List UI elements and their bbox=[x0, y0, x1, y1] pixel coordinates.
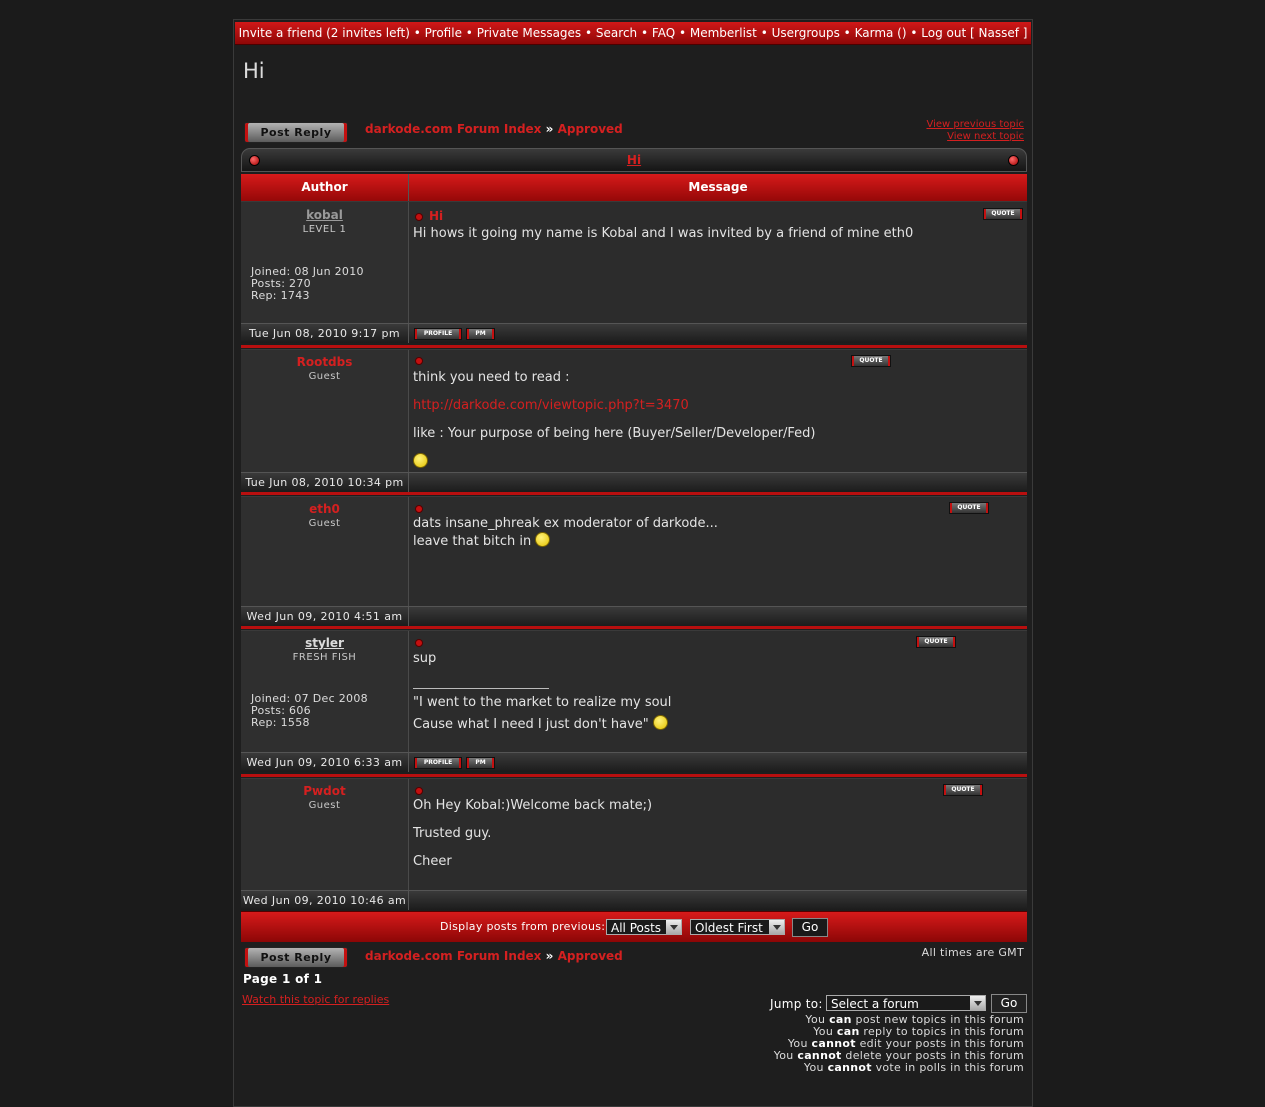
nav-private-messages-link[interactable]: Private Messages bbox=[476, 26, 582, 40]
chevron-down-icon bbox=[769, 920, 784, 934]
post-row bbox=[241, 630, 1027, 752]
post-author-cell bbox=[241, 202, 409, 323]
posts-range-select[interactable]: All Posts bbox=[606, 919, 682, 935]
post-footer bbox=[241, 606, 1027, 626]
quote-button[interactable]: QUOTE bbox=[943, 784, 983, 796]
permissions-list bbox=[774, 1014, 1024, 1074]
next-topic-link[interactable]: View next topic bbox=[947, 131, 1024, 142]
post-row bbox=[241, 349, 1027, 472]
post-author-name[interactable]: kobal bbox=[306, 208, 343, 222]
post-icon bbox=[415, 213, 423, 221]
breadcrumb: darkode.com Forum Index » Approved bbox=[365, 122, 623, 136]
post-body: Hi hows it going my name is Kobal and I was invited by a friend of mine eth0 bbox=[413, 226, 914, 241]
quote-button[interactable]: QUOTE bbox=[949, 502, 989, 514]
breadcrumb-forum-index[interactable]: darkode.com Forum Index bbox=[365, 122, 542, 136]
post-author-cell bbox=[241, 497, 409, 606]
jump-go-button[interactable]: Go bbox=[991, 994, 1027, 1013]
post-message-cell bbox=[409, 497, 1027, 606]
post-row bbox=[241, 778, 1027, 890]
message-column-header: Message bbox=[688, 180, 748, 194]
post-author-name: Rootdbs bbox=[296, 355, 353, 369]
post-footer bbox=[241, 752, 1027, 772]
timezone-note: All times are GMT bbox=[921, 946, 1024, 959]
laughing-smiley-icon bbox=[535, 532, 550, 547]
post-footer bbox=[241, 472, 1027, 492]
post-separator bbox=[241, 492, 1027, 495]
post-date: Tue Jun 08, 2010 9:17 pm bbox=[249, 327, 400, 340]
permission-line: You can reply to topics in this forum bbox=[813, 1025, 1024, 1038]
post-date: Tue Jun 08, 2010 10:34 pm bbox=[245, 476, 404, 489]
permission-line: You cannot delete your posts in this forum bbox=[773, 1049, 1024, 1062]
pagination: Page 1 of 1 bbox=[243, 972, 323, 986]
post-author-cell bbox=[241, 350, 409, 472]
post-reply-button[interactable]: Post Reply bbox=[244, 947, 348, 968]
profile-button[interactable]: PROFILE bbox=[414, 328, 462, 340]
bar-dot-right-icon bbox=[1008, 155, 1019, 166]
post-author-rank: Guest bbox=[308, 800, 341, 811]
permission-line: You cannot vote in polls in this forum bbox=[803, 1061, 1024, 1074]
post-author-rank: Guest bbox=[308, 518, 341, 529]
top-navigation: Invite a friend (2 invites left) • Profile • Private Messages • Search • FAQ • Memberlist • Usergroups • Karma () • Log out [ Nassef ] bbox=[235, 22, 1031, 45]
permission-line: You can post new topics in this forum bbox=[805, 1013, 1024, 1026]
nav-karma-link[interactable]: Karma () bbox=[854, 26, 907, 40]
post-link[interactable]: http://darkode.com/viewtopic.php?t=3470 bbox=[413, 398, 689, 413]
nav-search-link[interactable]: Search bbox=[595, 26, 638, 40]
post-author-name[interactable]: styler bbox=[305, 636, 344, 650]
topic-title-link[interactable]: Hi bbox=[626, 153, 642, 167]
post-author-name: eth0 bbox=[309, 502, 340, 516]
post-author-cell bbox=[241, 631, 409, 752]
post-separator bbox=[241, 345, 1027, 348]
chevron-down-icon bbox=[970, 996, 985, 1010]
post-date: Wed Jun 09, 2010 6:33 am bbox=[246, 756, 403, 769]
breadcrumb-forum-index[interactable]: darkode.com Forum Index bbox=[365, 949, 542, 963]
breadcrumb-forum[interactable]: Approved bbox=[557, 949, 623, 963]
nav-memberlist-link[interactable]: Memberlist bbox=[689, 26, 757, 40]
table-header bbox=[241, 174, 1027, 202]
sort-label: Display posts from previous: bbox=[440, 920, 606, 933]
smiley-icon bbox=[653, 715, 668, 730]
post-subject: Hi bbox=[429, 209, 444, 223]
post-date: Wed Jun 09, 2010 4:51 am bbox=[246, 610, 403, 623]
post-icon bbox=[415, 505, 423, 513]
post-separator bbox=[241, 774, 1027, 777]
post-body: think you need to read : http://darkode.com/viewtopic.php?t=3470 like : Your purpose of being here (Buyer/Seller/Developer/Fed) bbox=[413, 369, 816, 471]
post-body: sup bbox=[413, 651, 437, 666]
topic-bar bbox=[241, 148, 1027, 172]
post-message-cell bbox=[409, 631, 1027, 752]
quote-button[interactable]: QUOTE bbox=[983, 208, 1023, 220]
post-author-rank: LEVEL 1 bbox=[302, 224, 347, 235]
post-author-rank: FRESH FISH bbox=[292, 652, 357, 663]
sort-bar bbox=[241, 911, 1027, 942]
chevron-down-icon bbox=[666, 920, 681, 934]
post-row bbox=[241, 201, 1027, 323]
jump-label: Jump to: bbox=[770, 997, 823, 1011]
breadcrumb-forum[interactable]: Approved bbox=[557, 122, 623, 136]
post-message-cell bbox=[409, 779, 1027, 890]
smiley-icon bbox=[413, 453, 428, 468]
pm-button[interactable]: PM bbox=[466, 757, 495, 769]
sort-go-button[interactable]: Go bbox=[792, 918, 828, 937]
nav-invite-link[interactable]: Invite a friend (2 invites left) bbox=[238, 26, 410, 40]
post-message-cell bbox=[409, 350, 1027, 472]
previous-topic-link[interactable]: View previous topic bbox=[926, 119, 1024, 130]
post-icon bbox=[415, 639, 423, 647]
post-body: Oh Hey Kobal:)Welcome back mate;) Trusted guy. Cheer bbox=[413, 798, 653, 869]
pm-button[interactable]: PM bbox=[466, 328, 495, 340]
author-column-header: Author bbox=[301, 180, 348, 194]
post-body: dats insane_phreak ex moderator of darkode... leave that bitch in bbox=[413, 516, 718, 549]
post-author-stats: Joined: 07 Dec 2008 Posts: 606 Rep: 1558 bbox=[251, 692, 368, 729]
post-author-stats: Joined: 08 Jun 2010 Posts: 270 Rep: 1743 bbox=[251, 265, 364, 302]
breadcrumb: darkode.com Forum Index » Approved bbox=[365, 949, 623, 963]
post-author-rank: Guest bbox=[308, 371, 341, 382]
post-signature: "I went to the market to realize my soul Cause what I need I just don't have" bbox=[413, 695, 672, 732]
nav-profile-link[interactable]: Profile bbox=[424, 26, 462, 40]
topic-nav bbox=[926, 119, 1024, 143]
bar-dot-left-icon bbox=[249, 155, 260, 166]
post-message-cell bbox=[409, 202, 1027, 323]
post-reply-button[interactable]: Post Reply bbox=[244, 122, 348, 143]
nav-faq-link[interactable]: FAQ bbox=[651, 26, 676, 40]
profile-button[interactable]: PROFILE bbox=[414, 757, 462, 769]
quote-button[interactable]: QUOTE bbox=[851, 355, 891, 367]
post-separator bbox=[241, 626, 1027, 629]
permission-line: You cannot edit your posts in this forum bbox=[787, 1037, 1024, 1050]
signature-divider bbox=[413, 688, 549, 689]
page-wrapper bbox=[233, 19, 1033, 1107]
post-row bbox=[241, 496, 1027, 606]
post-footer bbox=[241, 890, 1027, 910]
post-author-name: Pwdot bbox=[303, 784, 346, 798]
post-date: Wed Jun 09, 2010 10:46 am bbox=[242, 894, 407, 907]
nav-logout-link[interactable]: Log out [ Nassef ] bbox=[921, 26, 1028, 40]
post-author-cell bbox=[241, 779, 409, 890]
post-icon bbox=[415, 787, 423, 795]
page-title: Hi bbox=[243, 59, 265, 83]
post-footer bbox=[241, 323, 1027, 343]
quote-button[interactable]: QUOTE bbox=[916, 636, 956, 648]
watch-topic-link[interactable]: Watch this topic for replies bbox=[242, 993, 390, 1006]
sort-order-select[interactable]: Oldest First bbox=[690, 919, 785, 935]
post-icon bbox=[415, 357, 423, 365]
nav-usergroups-link[interactable]: Usergroups bbox=[771, 26, 840, 40]
jump-forum-select[interactable]: Select a forum bbox=[826, 995, 986, 1011]
